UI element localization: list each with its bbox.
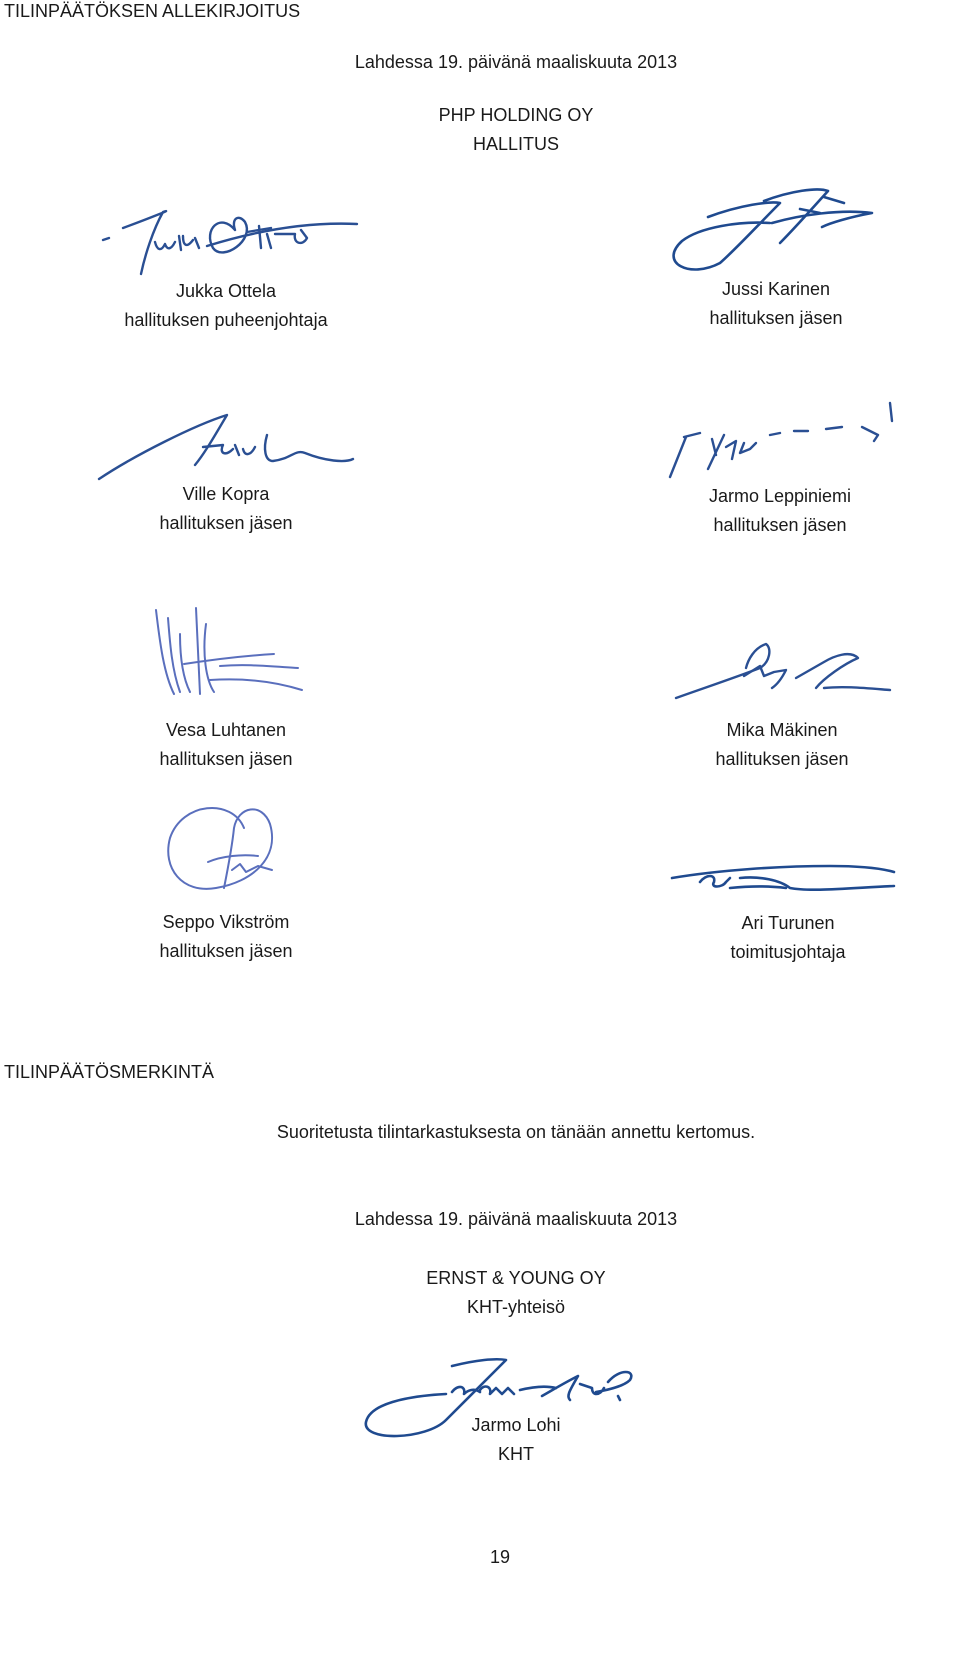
signatory-role: hallituksen jäsen [713,515,847,535]
signatory-name: Jukka Ottela [175,281,277,301]
signatory-name: Seppo Vikström [162,912,290,932]
place-date: Lahdessa 19. päivänä maaliskuuta 2013 [354,52,678,72]
signature-jarmo-leppiniemi [666,395,898,485]
signatory-name: Vesa Luhtanen [165,720,287,740]
signatory-name: Ari Turunen [741,913,835,933]
page-number: 19 [489,1547,511,1567]
signature-vesa-luhtanen [150,604,310,700]
signatory-role: hallituksen puheenjohtaja [124,310,328,330]
audit-place-date: Lahdessa 19. päivänä maaliskuuta 2013 [354,1209,678,1229]
signature-jukka-ottela [95,200,360,280]
signature-mika-makinen [674,638,896,704]
signatory-name: Jarmo Leppiniemi [708,486,852,506]
audit-heading: TILINPÄÄTÖSMERKINTÄ [4,1062,215,1082]
auditor-name: Jarmo Lohi [471,1415,561,1435]
signatory-role: hallituksen jäsen [159,749,293,769]
signature-seppo-vikstrom [162,798,282,898]
signature-ari-turunen [670,858,898,898]
signature-jussi-karinen [660,183,890,275]
audit-firm-type: KHT-yhteisö [466,1297,566,1317]
page-title: TILINPÄÄTÖKSEN ALLEKIRJOITUS [4,1,301,21]
signatory-role: hallituksen jäsen [709,308,843,328]
signatory-name: Mika Mäkinen [726,720,838,740]
board-heading: HALLITUS [472,134,560,154]
signatory-role: toimitusjohtaja [730,942,846,962]
auditor-title: KHT [498,1444,534,1464]
signatory-name: Ville Kopra [182,484,270,504]
signature-ville-kopra [95,405,360,485]
signatory-name: Jussi Karinen [721,279,831,299]
audit-statement: Suoritetusta tilintarkastuksesta on tänään annettu kertomus. [276,1122,756,1142]
signatory-role: hallituksen jäsen [159,941,293,961]
signatory-role: hallituksen jäsen [159,513,293,533]
signatory-role: hallituksen jäsen [715,749,849,769]
audit-firm: ERNST & YOUNG OY [426,1268,606,1288]
company-name: PHP HOLDING OY [438,105,594,125]
